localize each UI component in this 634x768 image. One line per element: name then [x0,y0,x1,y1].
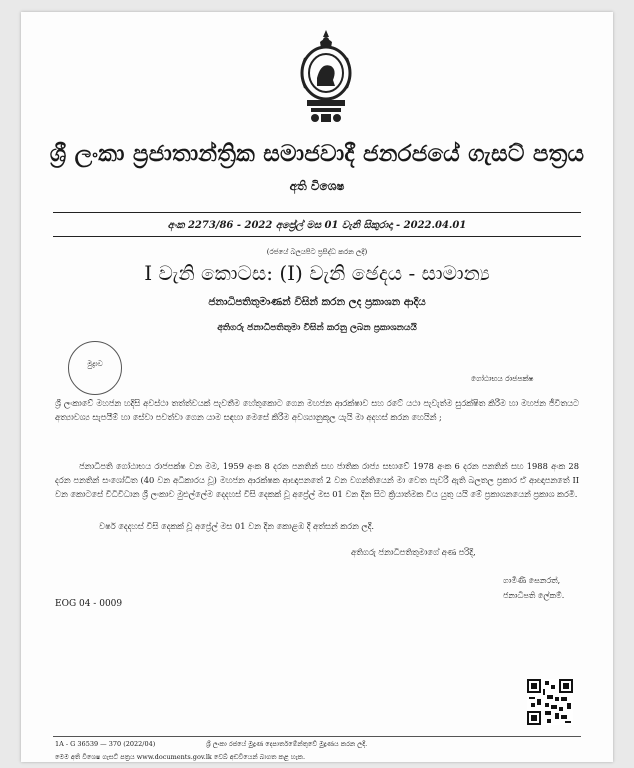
footer-download-note: මෙම අති විශෙෂ ගැසට් පත්‍රය www.documents.gov.lk වෙබ් අඩවියෙන් බාගත කළ හැක. [55,753,306,761]
part-title: I වැනි කොටස: (I) වැනි ඡෙදය - සාමාන්‍ය [144,261,490,285]
section-heading: ජනාධිපතිතුමාණන් විසින් කරන ලද ප්‍රකාශන ආදිය [208,296,426,308]
signatory-name: ගාමිණී සෙනරත්, [503,576,561,585]
divider-top [53,212,581,213]
section-subheading: අතිගරු ජනාධිපතිතුමා විසින් කරනු ලබන ප්‍රකාශනයයි [217,323,417,333]
signature-block [503,573,564,603]
footer-printer-note: ශ්‍රී ලංකා රජයේ මුද්‍රණ දෙපාර්තමේන්තුවේ මුද්‍රණය කරන ලදී. [206,740,368,748]
paragraph-3: වර්ෂ දෙදහස් විසි දෙකක් වූ අප්‍රේල් මස 01 වන දින කොළඹ දී අත්සන් කරන ලදී. [99,521,375,531]
gazette-subtitle: අති විශෙෂ [289,179,345,193]
footer-print-code: 1A - G 36539 — 370 (2022/04) [55,740,156,748]
footer-divider [53,736,581,737]
president-name: ගෝඨාභය රාජපක්ෂ [471,374,534,383]
paragraph-1: ශ්‍රී ලංකාවේ මහජන හදිසි අවස්ථා තත්ත්වයක් පැවතීම හේතුකොට ගෙන මහජන ආරක්ෂාව සහ රටේ යථා පැවැත්ම සුරක්ෂිත කිරීම හා මහජන ජීවිතයට අත්‍යාවශ්‍ය සැපයීම් හා සේවා පවත්වා ගෙන යාම සඳහා මෙසේ කිරීම අවශ්‍යානුකූල යැයි මා අදහස් කරන හෙයින් ; [55,398,579,422]
by-order-line: අතිගරු ජනාධිපතිතුමාගේ අණ පරිදි, [351,547,476,557]
signatory-title: ජනාධිපති ලේකම්. [503,591,565,600]
reference-code: EOG 04 - 0009 [55,599,123,609]
publication-note: (රජයේ බලයපිට ප්‍රසිද්ධ කරන ලදී) [266,248,368,256]
qr-code-icon [527,679,573,725]
national-emblem-icon [291,28,361,128]
paragraph-2: ජනාධිපති ගෝඨාභය රාජපක්ෂ වන මම, 1959 අංක 8 දරන පනතින් සහ ජාතික රාජ්‍ය සභාවේ 1978 අංක 6 දරන පනතින් සහ 1988 අංක 28 දරන පනතින් සංශෝධිත (40 වන අධිකාරය වූ) මහජන ආරක්ෂක ආඥාපනතේ 2 වන වගන්තියෙන් මා වෙත පැවරී ඇති බලතල ප්‍රකාර ඒ ආඥාපනතේ II වන කොටසේ විධිවිධාන ශ්‍රී ලංකාව මුළුල්ලේම දෙදහස් විසි දෙකක් වූ අප්‍රේල් මස 01 වන දින සිට ක්‍රියාත්මක විය යුතු යයි මේ ප්‍රකාශනයෙන් ප්‍රකාශ කරමි. [55,461,579,499]
seal-label: මුද්‍රාව [87,360,103,368]
issue-line: අංක 2273/86 - 2022 අප්‍රේල් මස 01 වැනි සිකුරාදා - 2022.04.01 [167,220,467,231]
gazette-title: ශ්‍රී ලංකා ප්‍රජාතාන්ත්‍රික සමාජවාදී ජනරජයේ ගැසට් පත්‍රය [49,140,585,167]
divider-bottom [53,236,581,237]
seal-circle [68,341,122,395]
gazette-page [21,12,613,762]
